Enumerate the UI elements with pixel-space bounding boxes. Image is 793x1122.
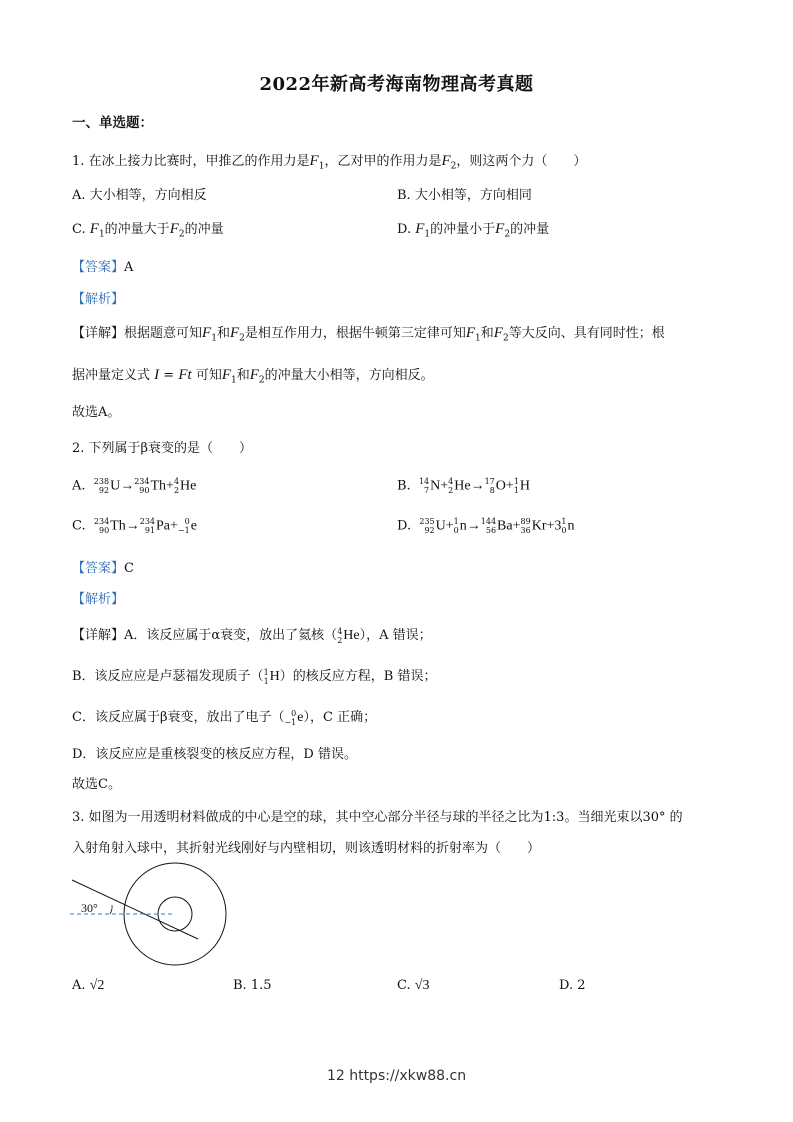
q2-stem: 2. 下列属于β衰变的是（ ） bbox=[72, 441, 253, 456]
q1-conclusion: 故选A。 bbox=[72, 405, 121, 420]
page-title: 2022年新高考海南物理高考真题 bbox=[259, 74, 534, 95]
q1-answer: 【答案】A bbox=[72, 260, 134, 275]
q1-option-a: A. 大小相等，方向相反 bbox=[72, 188, 207, 203]
angle-arc bbox=[110, 905, 112, 914]
q2-detail-c: C．该反应属于β衰变，放出了电子（ 0 −1 e），C 正确； bbox=[72, 708, 377, 727]
q2-detail-d: D．该反应应是重核裂变的核反应方程，D 错误。 bbox=[72, 747, 357, 762]
page-footer: 12 https://xkw88.cn bbox=[326, 1068, 467, 1084]
q3-option-d: D. 2 bbox=[559, 978, 586, 993]
q3-option-a: A. √2 bbox=[72, 978, 105, 993]
q1-detail-line1: 【详解】根据题意可知$F_1$和$F_2$是相互作用力，根据牛顿第三定律可知$F_1$和$F_2$等大反向、具有同时性；根 bbox=[72, 325, 665, 344]
q2-option-b: B. 14 7 N+ 4 2 He→ 17 8 O+ 1 1 H bbox=[397, 477, 531, 495]
q3-stem-line2: 入射角射入球中，其折射光线刚好与内壁相切，则该透明材料的折射率为（ ） bbox=[72, 841, 541, 856]
angle-label: 30° bbox=[81, 901, 98, 915]
q2-conclusion: 故选C。 bbox=[72, 777, 121, 792]
q1-stem: 1. 在冰上接力比赛时，甲推乙的作用力是$F_1$，乙对甲的作用力是$F_2$，则这两个力（ ） bbox=[72, 153, 587, 172]
q1-option-c: C. $F_1$的冲量大于$F_2$的冲量 bbox=[72, 221, 224, 240]
q1-analysis-tag: 【解析】 bbox=[72, 292, 125, 307]
q1-option-d: D. $F_1$的冲量小于$F_2$的冲量 bbox=[397, 221, 550, 240]
q2-option-d: D. 235 92 U+ 1 0 n→ 144 56 Ba+ 89 36 Kr+3 1 0 n bbox=[397, 517, 575, 535]
q2-answer: 【答案】C bbox=[72, 561, 134, 576]
q3-stem-line1: 3. 如图为一用透明材料做成的中心是空的球，其中空心部分半径与球的半径之比为1:3。当细光束以30° 的 bbox=[72, 810, 683, 825]
q2-detail-b: B．该反应应是卢瑟福发现质子（ 1 1 H）的核反应方程，B 错误； bbox=[72, 667, 437, 686]
section-heading: 一、单选题： bbox=[72, 115, 153, 131]
q2-detail-a: 【详解】A．该反应属于α衰变，放出了氦核（ 4 2 He），A 错误； bbox=[72, 626, 432, 645]
q2-analysis-tag: 【解析】 bbox=[72, 592, 125, 607]
q2-option-a: A. 238 92 U→ 234 90 Th+ 4 2 He bbox=[72, 477, 197, 495]
q1-detail-line2: 据冲量定义式 I = Ft 可知$F_1$和$F_2$的冲量大小相等，方向相反。 bbox=[72, 367, 434, 386]
q3-option-b: B. 1.5 bbox=[233, 978, 272, 993]
q3-hollow-sphere-diagram bbox=[70, 860, 230, 970]
q3-option-c: C. √3 bbox=[397, 978, 430, 993]
q2-option-c: C. 234 90 Th→ 234 91 Pa+ 0 −1 e bbox=[72, 517, 197, 535]
q1-option-b: B. 大小相等，方向相同 bbox=[397, 188, 532, 203]
